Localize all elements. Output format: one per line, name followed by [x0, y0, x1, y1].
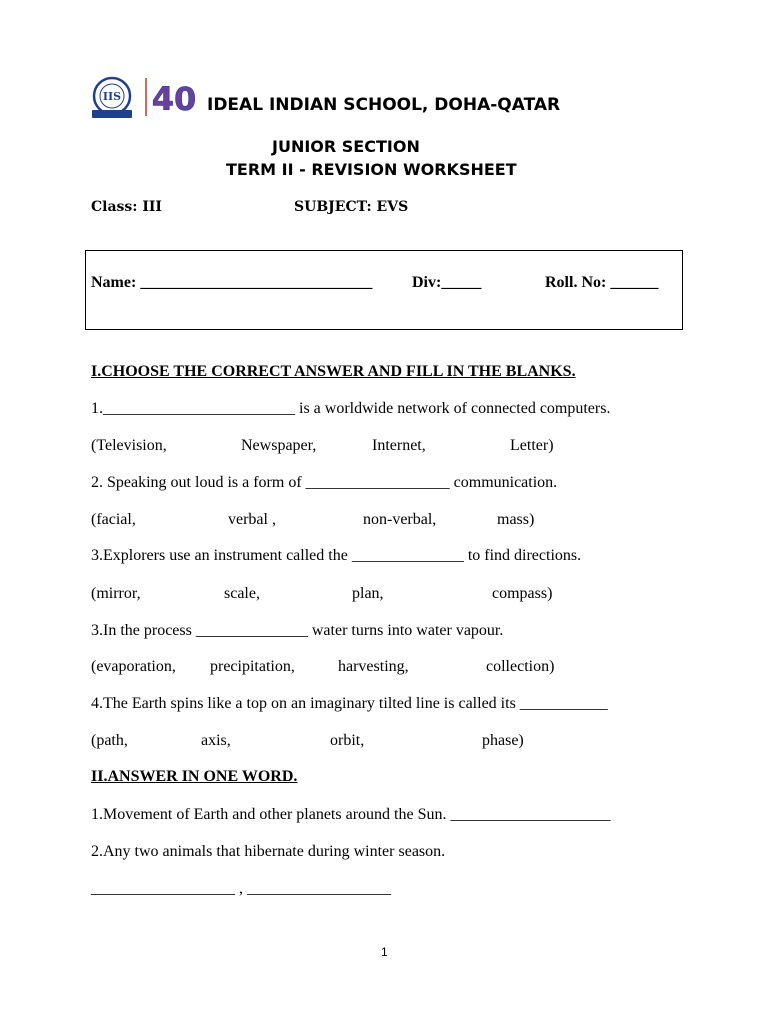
q1-option-d: Letter) — [510, 437, 554, 454]
q3-option-c: plan, — [352, 585, 384, 602]
q5-option-b: axis, — [201, 732, 231, 749]
q5-option-c: orbit, — [330, 732, 365, 749]
q2-option-b: verbal , — [228, 511, 276, 528]
worksheet-title: TERM II - REVISION WORKSHEET — [226, 160, 517, 179]
logo-banner-icon — [92, 110, 132, 118]
question-3: 3.Explorers use an instrument called the ______________ to find directions. — [91, 547, 582, 564]
oneword-question-2: 2.Any two animals that hibernate during winter season. — [91, 843, 446, 860]
question-1: 1.________________________ is a worldwide network of connected computers. — [91, 400, 611, 417]
q5-option-a: (path, — [91, 732, 128, 749]
question-5: 4.The Earth spins like a top on an imaginary tilted line is called its ___________ — [91, 695, 608, 712]
q4-option-b: precipitation, — [210, 658, 295, 675]
anniversary-number: 40 — [151, 80, 197, 118]
q3-option-d: compass) — [492, 585, 553, 602]
question-2: 2. Speaking out loud is a form of __________________ communication. — [91, 474, 558, 491]
roll-field[interactable]: Roll. No: ______ — [545, 274, 659, 291]
q1-option-b: Newspaper, — [241, 437, 317, 454]
logo-initials: IIS — [102, 90, 122, 103]
q2-option-c: non-verbal, — [363, 511, 437, 528]
page-number: 1 — [381, 945, 388, 959]
q5-option-d: phase) — [482, 732, 524, 749]
name-field[interactable]: Name: _____________________________ — [91, 274, 373, 291]
subject-label: SUBJECT: EVS — [294, 199, 409, 215]
oneword-question-2-blanks[interactable]: __________________ , __________________ — [91, 880, 391, 897]
q1-option-c: Internet, — [372, 437, 426, 454]
q1-option-a: (Television, — [91, 437, 167, 454]
section1-title: I.CHOOSE THE CORRECT ANSWER AND FILL IN THE BLANKS. — [91, 363, 576, 380]
q4-option-d: collection) — [486, 658, 555, 675]
school-name: IDEAL INDIAN SCHOOL, DOHA-QATAR — [207, 95, 561, 115]
class-label: Class: III — [91, 199, 162, 215]
q2-option-a: (facial, — [91, 511, 136, 528]
q2-option-d: mass) — [497, 511, 535, 528]
oneword-question-1: 1.Movement of Earth and other planets around the Sun. ____________________ — [91, 806, 611, 823]
section-title: JUNIOR SECTION — [272, 137, 420, 156]
school-logo — [88, 72, 200, 124]
q4-option-c: harvesting, — [338, 658, 409, 675]
q3-option-a: (mirror, — [91, 585, 141, 602]
q4-option-a: (evaporation, — [91, 658, 176, 675]
question-4: 3.In the process ______________ water turns into water vapour. — [91, 622, 504, 639]
div-field[interactable]: Div:_____ — [412, 274, 482, 291]
q3-option-b: scale, — [224, 585, 260, 602]
section2-title: II.ANSWER IN ONE WORD. — [91, 768, 298, 785]
